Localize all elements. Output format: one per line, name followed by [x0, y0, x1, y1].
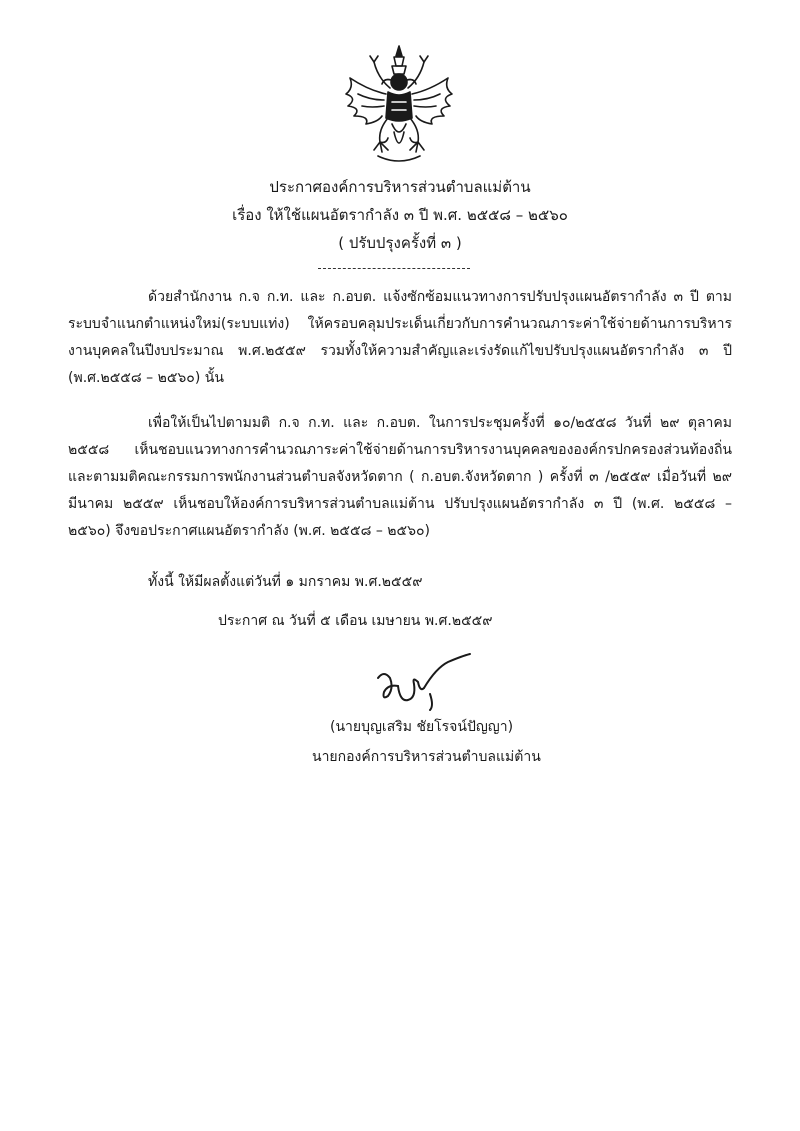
handwritten-signature-icon: [370, 648, 480, 714]
effective-date-line: ทั้งนี้ ให้มีผลตั้งแต่วันที่ ๑ มกราคม พ.ศ.๒๕๕๙: [148, 574, 423, 590]
header-divider: [318, 268, 470, 269]
announcement-subject: เรื่อง ให้ใช้แผนอัตรากำลัง ๓ ปี พ.ศ. ๒๕๕๘ – ๒๕๖๐: [232, 206, 568, 224]
body-paragraph-1: ด้วยสำนักงาน ก.จ ก.ท. และ ก.อบต. แจ้งซักซ้อมแนวทางการปรับปรุงแผนอัตรากำลัง ๓ ปี ตามระบบจำแนกตำแหน่งใหม่(ระบบแท่ง) ให้ครอบคลุมประเด็นเกี่ยวกับการคำนวณภาระค่าใช้จ่ายด้านการบริหารงานบุคคลในปีงบประมาณ พ.ศ.๒๕๕๙ รวมทั้งให้ความสำคัญและเร่งรัดแก้ไขปรับปรุงแผนอัตรากำลัง ๓ ปี (พ.ศ.๒๕๕๘ – ๒๕๖๐) นั้น: [68, 289, 732, 386]
signer-title: นายกองค์การบริหารส่วนตำบลแม่ต้าน: [312, 749, 541, 765]
signer-name: (นายบุญเสริม ชัยโรจน์ปัญญา): [330, 719, 514, 735]
revision-note: ( ปรับปรุงครั้งที่ ๓ ): [338, 234, 462, 252]
garuda-emblem-icon: [338, 44, 460, 168]
announcement-title: ประกาศองค์การบริหารส่วนตำบลแม่ต้าน: [269, 178, 531, 196]
body-paragraph-2: เพื่อให้เป็นไปตามมติ ก.จ ก.ท. และ ก.อบต. ในการประชุมครั้งที่ ๑๐/๒๕๕๘ วันที่ ๒๙ ตุลาคม ๒๕๕๘ เห็นชอบแนวทางการคำนวณภาระค่าใช้จ่ายด้านการบริหารงานบุคคลขององค์กรปกครองส่วนท้องถิ่น และตามมติคณะกรรมการพนักงานส่วนตำบลจังหวัดตาก ( ก.อบต.จังหวัดตาก ) ครั้งที่ ๓ /๒๕๕๙ เมื่อวันที่ ๒๙ มีนาคม ๒๕๕๙ เห็นชอบให้องค์การบริหารส่วนตำบลแม่ต้าน ปรับปรุงแผนอัตรากำลัง ๓ ปี (พ.ศ. ๒๕๕๘ – ๒๕๖๐) จึงขอประกาศแผนอัตรากำลัง (พ.ศ. ๒๕๕๘ – ๒๕๖๐): [68, 415, 732, 539]
announcement-date-line: ประกาศ ณ วันที่ ๕ เดือน เมษายน พ.ศ.๒๕๕๙: [218, 613, 493, 629]
